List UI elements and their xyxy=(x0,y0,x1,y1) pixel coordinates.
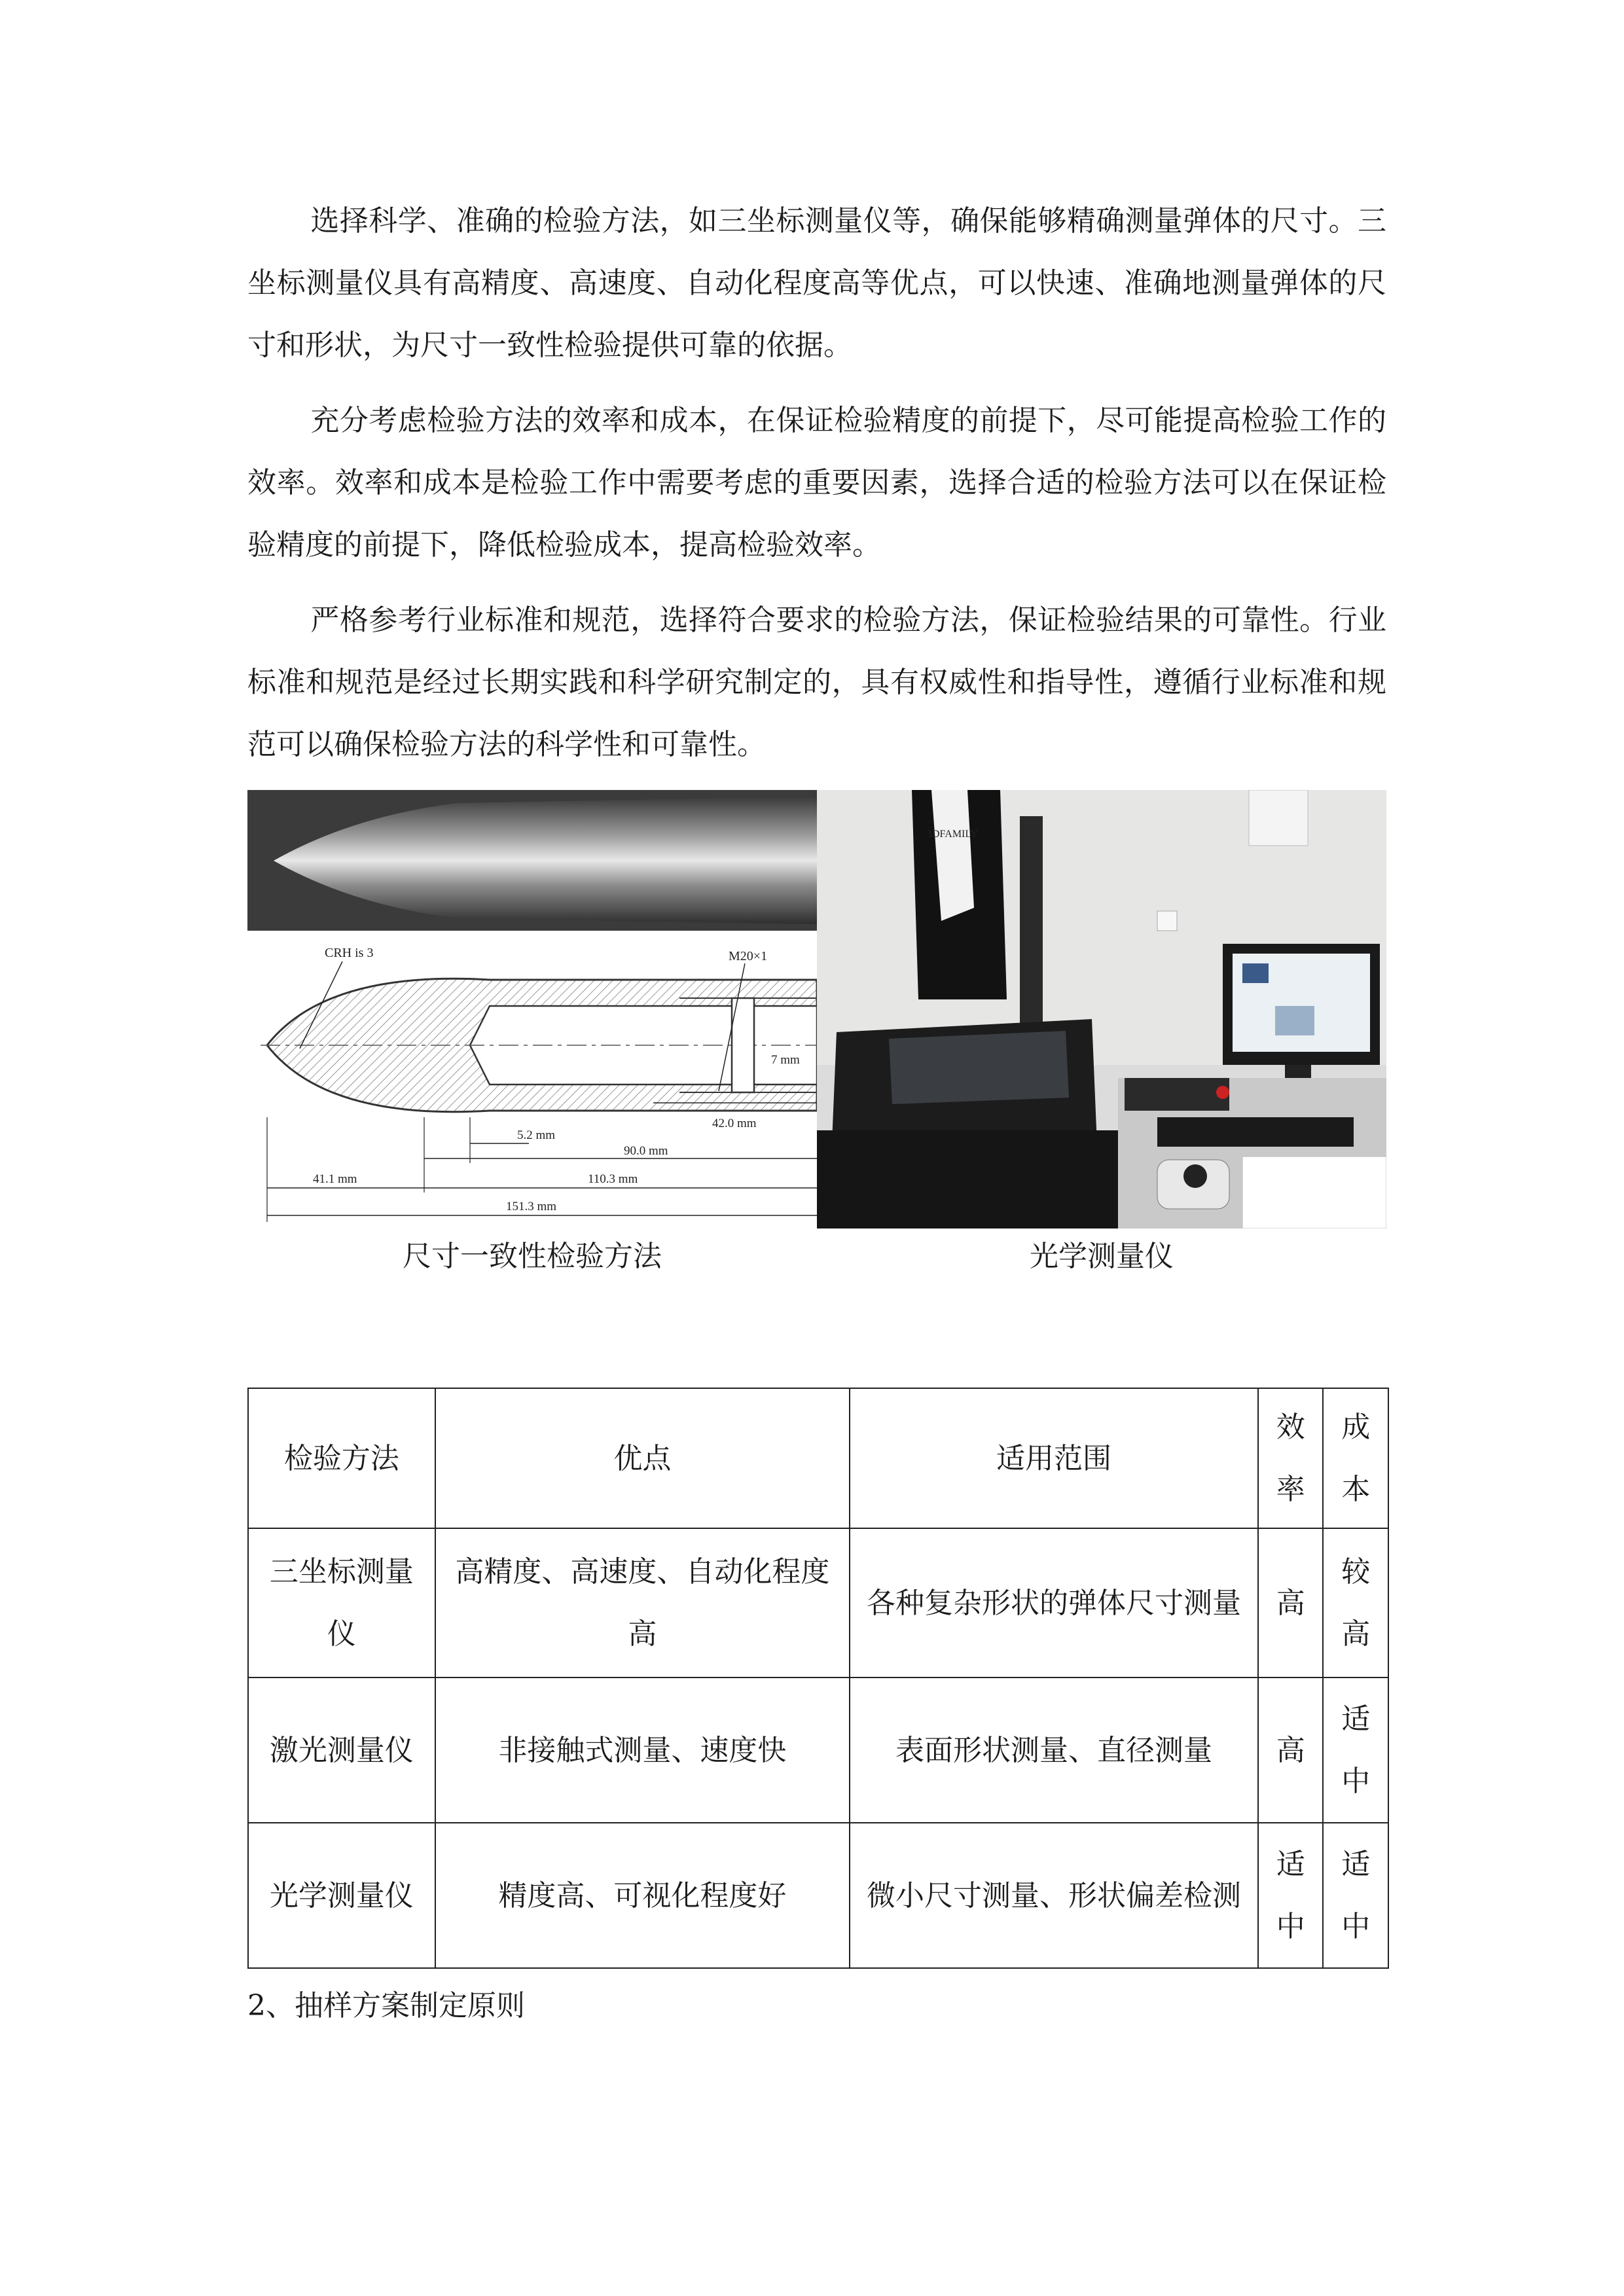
projectile-drawing xyxy=(247,790,817,1229)
table-cell: 光学测量仪 xyxy=(248,1823,435,1968)
section-heading: 2、抽样方案制定原则 xyxy=(247,1989,525,2022)
dim-110-3mm: 110.3 mm xyxy=(588,1172,638,1186)
table-cell: 适中 xyxy=(1258,1823,1324,1968)
header-method: 检验方法 xyxy=(248,1388,435,1528)
caption-left: 尺寸一致性检验方法 xyxy=(403,1240,662,1273)
header-scope: 适用范围 xyxy=(850,1388,1258,1528)
inspection-methods-table xyxy=(247,1388,1389,1969)
table-cell: 非接触式测量、速度快 xyxy=(435,1677,850,1823)
table-row xyxy=(248,1528,1388,1677)
dim-42mm: 42.0 mm xyxy=(712,1117,757,1130)
header-advantages: 优点 xyxy=(435,1388,850,1528)
table-row xyxy=(248,1677,1388,1823)
header-cost: 成本 xyxy=(1323,1388,1388,1528)
table-cell: 各种复杂形状的弹体尺寸测量 xyxy=(850,1528,1258,1677)
table-cell: 三坐标测量仪 xyxy=(248,1528,435,1677)
table-cell: 微小尺寸测量、形状偏差检测 xyxy=(850,1823,1258,1968)
crh-label: CRH is 3 xyxy=(325,946,374,960)
controller-box xyxy=(1125,1078,1229,1111)
header-efficiency: 效率 xyxy=(1258,1388,1324,1528)
keyboard xyxy=(1157,1117,1354,1147)
dim-7mm: 7 mm xyxy=(771,1053,800,1067)
brand-label: 3DFAMILY xyxy=(927,829,979,840)
table-cell: 表面形状测量、直径测量 xyxy=(850,1677,1258,1823)
dim-5-2mm: 5.2 mm xyxy=(517,1128,556,1142)
table-cell: 较高 xyxy=(1323,1528,1388,1677)
dim-41-1mm: 41.1 mm xyxy=(313,1172,357,1186)
paragraph-efficiency-cost: 充分考虑检验方法的效率和成本，在保证检验精度的前提下，尽可能提高检验工作的效率。效率和成本是检验工作中需要考虑的重要因素，选择合适的检验方法可以在保证检验精度的前提下，降低检验成本，提高检验效率。 xyxy=(247,404,1386,562)
table-row xyxy=(248,1823,1388,1968)
table-cell: 适中 xyxy=(1323,1677,1388,1823)
dim-151-3mm: 151.3 mm xyxy=(506,1200,557,1213)
projectile-dimension-figure xyxy=(247,790,817,1229)
table-cell: 高 xyxy=(1258,1677,1324,1823)
optical-instrument-photo xyxy=(817,790,1386,1229)
table-cell: 激光测量仪 xyxy=(248,1677,435,1823)
table-cell: 高精度、高速度、自动化程度高 xyxy=(435,1528,850,1677)
glass-stage xyxy=(889,1031,1069,1104)
table-header-row xyxy=(248,1388,1388,1528)
table-cell: 适中 xyxy=(1323,1823,1388,1968)
caption-right: 光学测量仪 xyxy=(1030,1240,1174,1273)
dim-90mm: 90.0 mm xyxy=(624,1144,668,1158)
table-cell: 精度高、可视化程度好 xyxy=(435,1823,850,1968)
thread-label: M20×1 xyxy=(729,949,768,963)
paragraph-standards: 严格参考行业标准和规范，选择符合要求的检验方法，保证检验结果的可靠性。行业标准和规范是经过长期实践和科学研究制定的，具有权威性和指导性，遵循行业标准和规范可以确保检验方法的科学性和可靠性。 xyxy=(247,603,1386,761)
table-cell: 高 xyxy=(1258,1528,1324,1677)
paragraph-method-selection: 选择科学、准确的检验方法，如三坐标测量仪等，确保能够精确测量弹体的尺寸。三坐标测量仪具有高精度、高速度、自动化程度高等优点，可以快速、准确地测量弹体的尺寸和形状，为尺寸一致性检验提供可靠的依据。 xyxy=(247,204,1386,362)
